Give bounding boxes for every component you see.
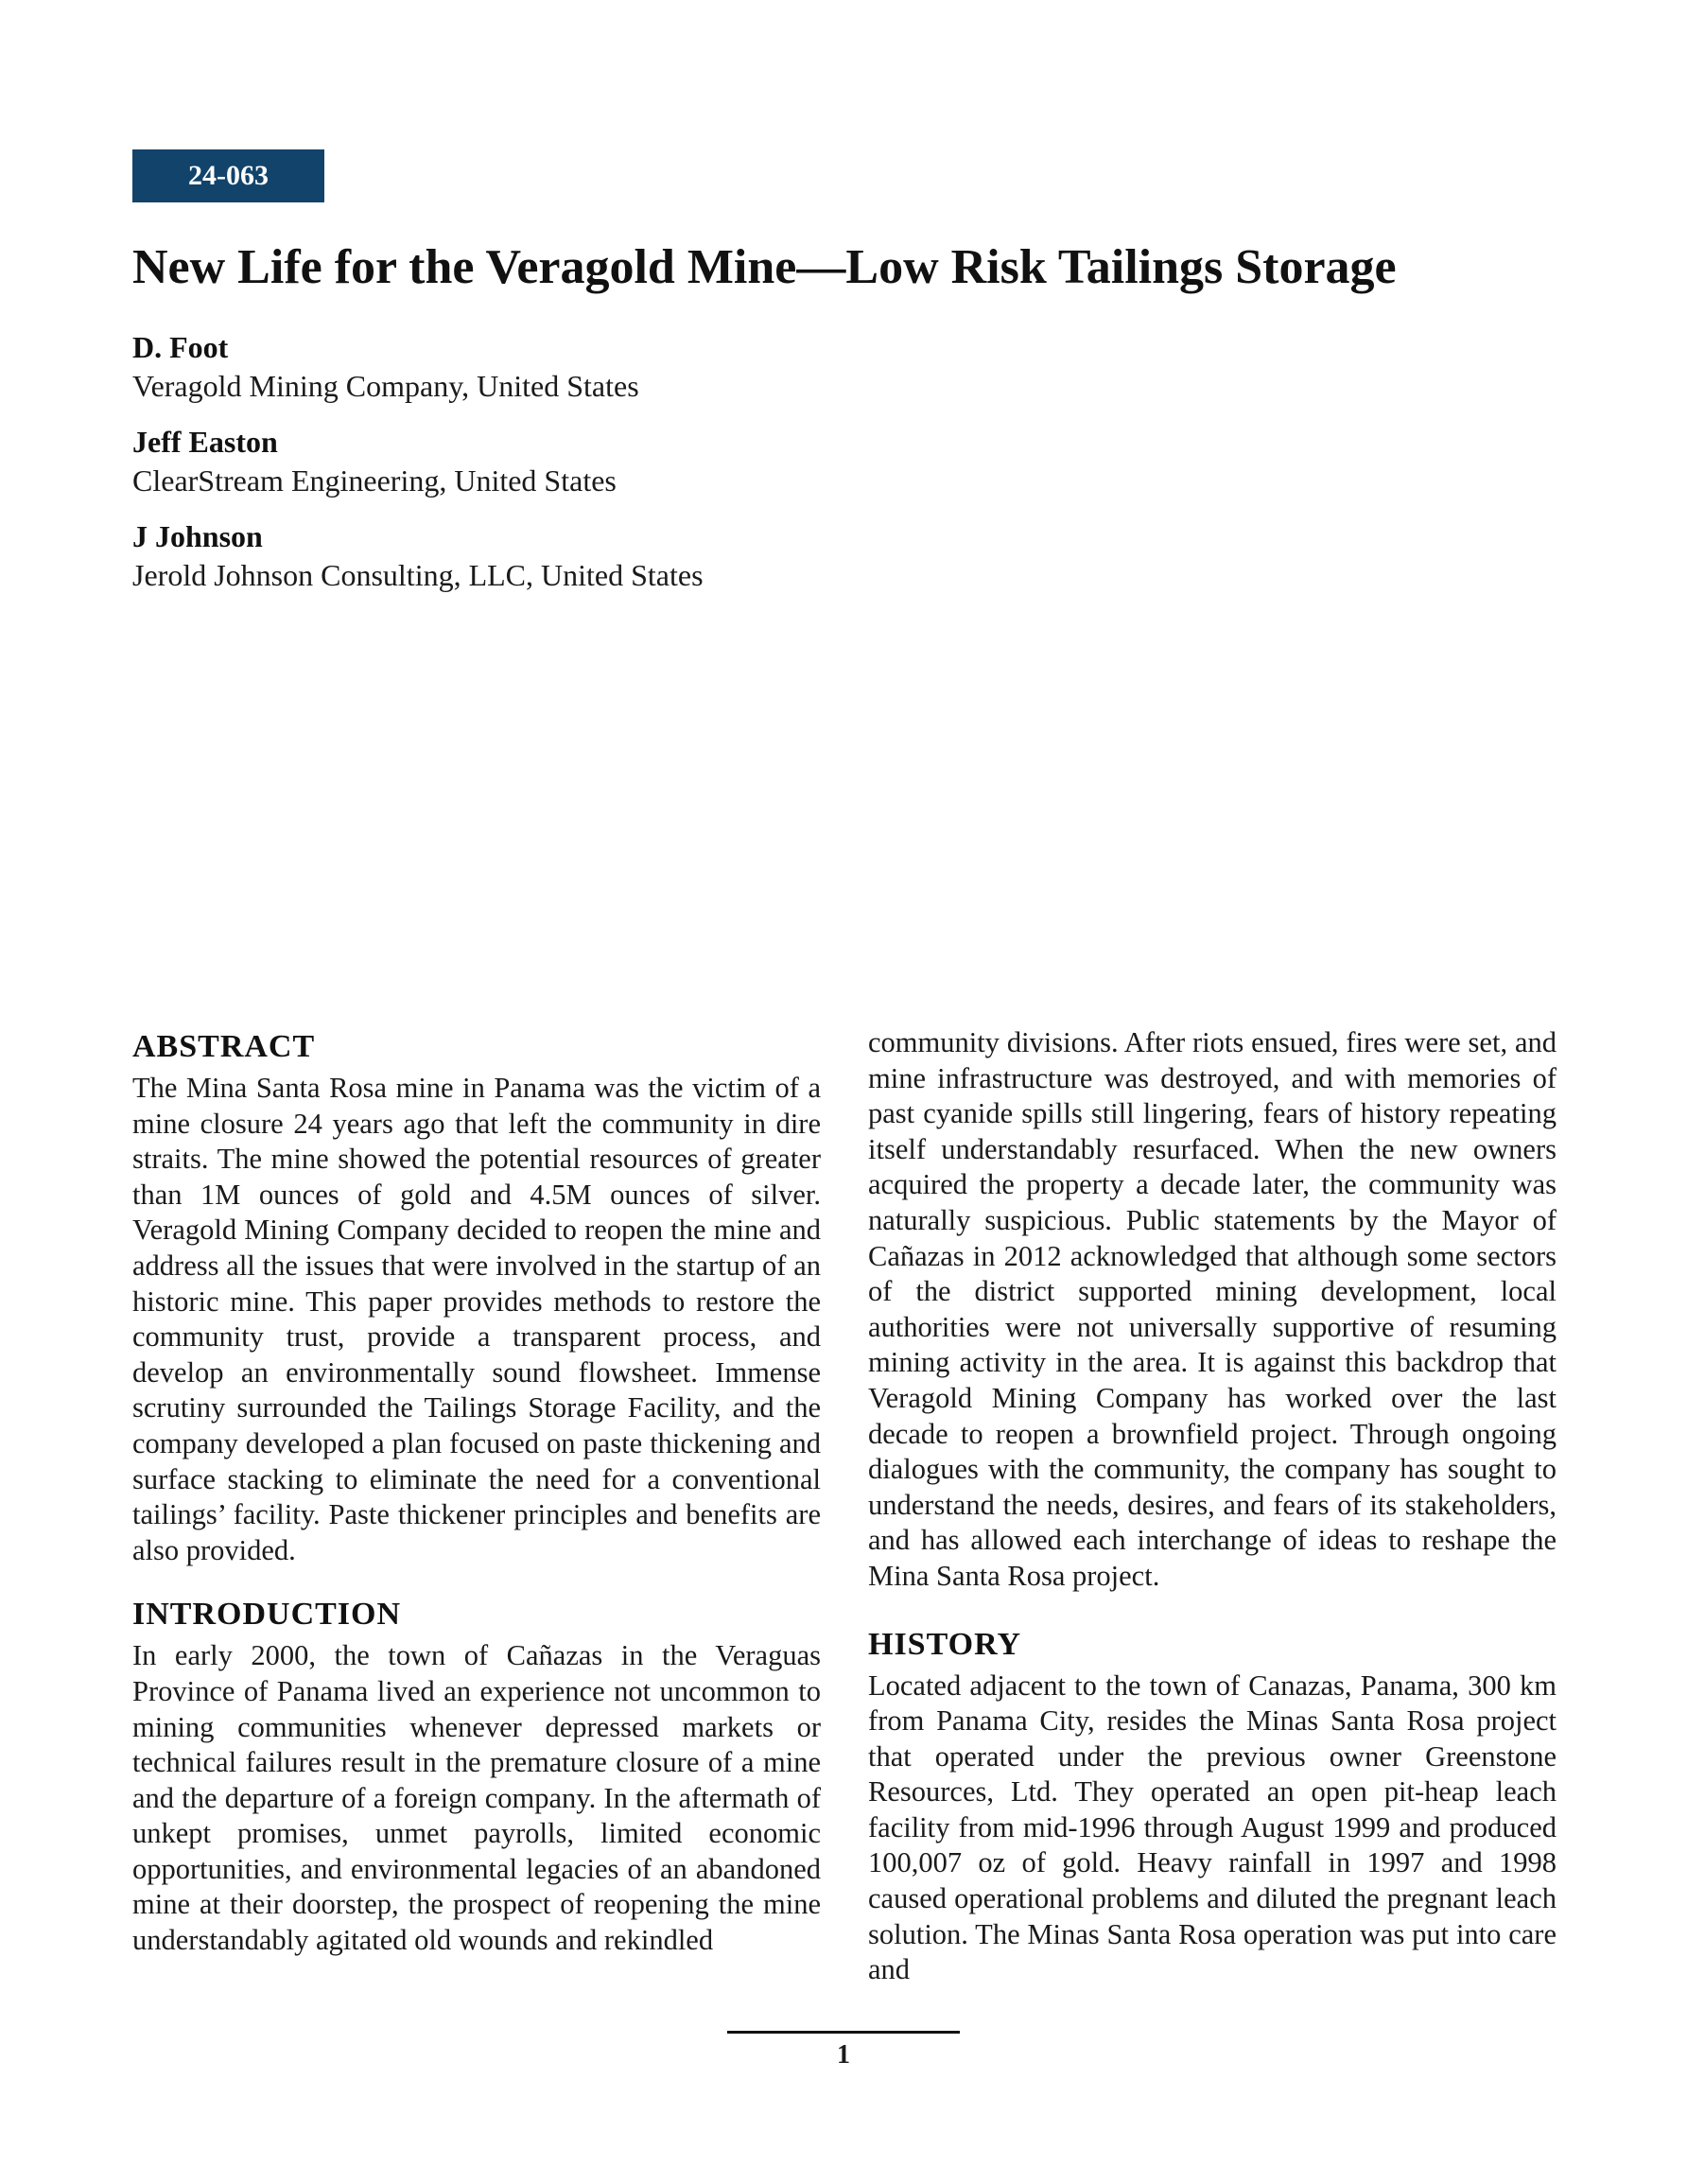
author-name: J Johnson (132, 519, 263, 553)
page-number: 1 (837, 2040, 850, 2070)
history-text: Located adjacent to the town of Canazas, Panama, 300 km from Panama City, resides the Minas Santa Rosa project that operated under the previous owner Greenstone Resources, Ltd. They operated an open pit-heap leach facility from mid-1996 through August 1999 and produced 100,007 oz of gold. Heavy rainfall in 1997 and 1998 caused operational problems and diluted the pregnant leach solution. The Minas Santa Rosa operation was put into care and (868, 1669, 1557, 1986)
footer-rule (727, 2031, 960, 2034)
author-affiliation: Jerold Johnson Consulting, LLC, United States (132, 558, 704, 592)
author-name: D. Foot (132, 330, 229, 364)
author-affiliation: Veragold Mining Company, United States (132, 369, 639, 403)
author-list (132, 328, 1267, 612)
author-entry (132, 328, 1267, 406)
left-column (132, 1025, 821, 1959)
paper-title: New Life for the Veragold Mine—Low Risk Tailings Storage (132, 240, 1397, 294)
right-column (868, 1025, 1557, 1988)
abstract-text: The Mina Santa Rosa mine in Panama was the victim of a mine closure 24 years ago that left the community in dire straits. The mine showed the potential resources of greater than 1M ounces of gold and 4.5M ounces of silver. Veragold Mining Company decided to reopen the mine and address all the issues that were involved in the startup of an historic mine. This paper provides methods to restore the community trust, provide a transparent process, and develop an environmentally sound flowsheet. Immense scrutiny surrounded the Tailings Storage Facility, and the company developed a plan focused on paste thickening and surface stacking to eliminate the need for a conventional tailings’ facility. Paste thickener principles and benefits are also provided. (132, 1072, 821, 1566)
paper-id-badge: 24-063 (132, 149, 324, 202)
introduction-text: In early 2000, the town of Cañazas in the Veraguas Province of Panama lived an experience not uncommon to mining communities whenever depressed markets or technical failures result in the premature closure of a mine and the departure of a foreign company. In the aftermath of unkept promises, unmet payrolls, limited economic opportunities, and environmental legacies of an abandoned mine at their doorstep, the prospect of reopening the mine understandably agitated old wounds and rekindled (132, 1639, 821, 1957)
introduction-heading: INTRODUCTION (132, 1597, 402, 1633)
author-affiliation: ClearStream Engineering, United States (132, 463, 617, 498)
introduction-text-continued: community divisions. After riots ensued, fires were set, and mine infrastructure was destroyed, and with memories of past cyanide spills still lingering, fears of history repeating itself understandably resurfaced. When the new owners acquired the property a decade later, the community was naturally suspicious. Public statements by the Mayor of Cañazas in 2012 acknowledged that although some sectors of the district supported mining development, local authorities were not universally supportive of resuming mining activity in the area. It is against this backdrop that Veragold Mining Company has worked over the last decade to reopen a brownfield project. Through ongoing dialogues with the community, the company has sought to understand the needs, desires, and fears of its stakeholders, and has allowed each interchange of ideas to reshape the Mina Santa Rosa project. (868, 1026, 1557, 1592)
history-heading: HISTORY (868, 1626, 1022, 1662)
author-entry (132, 517, 1267, 595)
author-name: Jeff Easton (132, 425, 278, 459)
author-entry (132, 423, 1267, 500)
abstract-heading: ABSTRACT (132, 1029, 316, 1064)
